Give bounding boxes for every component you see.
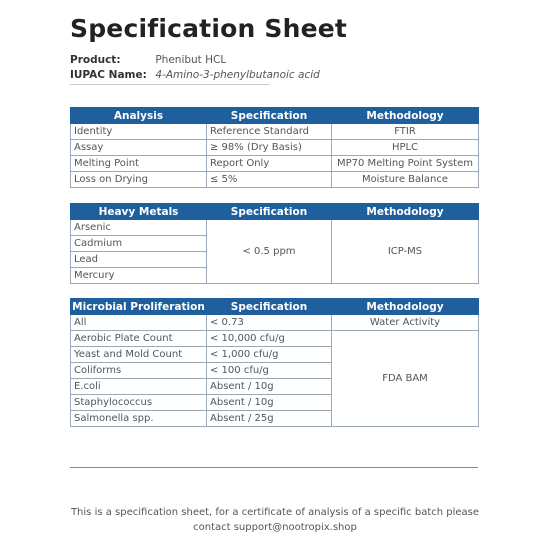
methodology-header: Methodology [332,204,479,220]
specification-cell: < 10,000 cfu/g [207,331,332,347]
methodology-cell: Moisture Balance [332,172,479,188]
heavy-metals-table [70,203,479,284]
iupac-value: 4-Amino-3-phenylbutanoic acid [155,69,320,81]
iupac-label: IUPAC Name: [70,69,147,81]
table-row [71,331,479,347]
methodology-cell: Water Activity [332,315,479,331]
table-row [71,140,479,156]
iupac-row [70,69,320,81]
microbial-header: Microbial Proliferation [72,300,205,313]
analysis-cell: Loss on Drying [71,172,207,188]
microbial-cell: Yeast and Mold Count [71,347,207,363]
heavy-metals-methodology: ICP-MS [332,220,479,284]
table-row [71,172,479,188]
product-label: Product: [70,54,121,66]
table-row [71,220,479,236]
meta-divider [70,84,270,85]
analysis-header-row [71,108,479,124]
analysis-cell: Assay [71,140,207,156]
heavy-metals-specification: < 0.5 ppm [207,220,332,284]
microbial-cell: Aerobic Plate Count [71,331,207,347]
microbial-cell: Staphylococcus [71,395,207,411]
methodology-header: Methodology [332,299,479,315]
metal-cell: Arsenic [71,220,207,236]
product-row [70,54,226,66]
table-row [71,156,479,172]
footer-divider [70,467,478,468]
methodology-header: Methodology [332,108,479,124]
microbial-cell: Coliforms [71,363,207,379]
specification-cell: Report Only [207,156,332,172]
metal-cell: Lead [71,252,207,268]
microbial-cell: E.coli [71,379,207,395]
analysis-header: Analysis [71,108,207,124]
specification-cell: ≥ 98% (Dry Basis) [207,140,332,156]
methodology-cell: HPLC [332,140,479,156]
specification-cell: < 100 cfu/g [207,363,332,379]
page-title: Specification Sheet [70,14,348,43]
metal-cell: Mercury [71,268,207,284]
metal-cell: Cadmium [71,236,207,252]
analysis-cell: Melting Point [71,156,207,172]
specification-cell: < 1,000 cfu/g [207,347,332,363]
microbial-cell: All [71,315,207,331]
heavy-metals-header: Heavy Metals [71,204,207,220]
specification-header: Specification [207,204,332,220]
specification-header: Specification [207,299,332,315]
table-row [71,315,479,331]
table-row [71,124,479,140]
specification-cell: Absent / 10g [207,395,332,411]
microbial-cell: Salmonella spp. [71,411,207,427]
microbial-table [70,298,479,427]
specification-cell: ≤ 5% [207,172,332,188]
footer-line-2: contact support@nootropix.shop [193,522,357,533]
footer-line-1: This is a specification sheet, for a certificate of analysis of a specific batch please [70,507,480,518]
microbial-header-row [71,299,479,315]
analysis-cell: Identity [71,124,207,140]
specification-header: Specification [207,108,332,124]
specification-cell: Absent / 10g [207,379,332,395]
methodology-cell: MP70 Melting Point System [332,156,479,172]
product-value: Phenibut HCL [155,54,227,66]
microbial-methodology: FDA BAM [332,331,479,427]
footer-note [40,505,510,535]
specification-cell: < 0.73 [207,315,332,331]
specification-cell: Reference Standard [207,124,332,140]
methodology-cell: FTIR [332,124,479,140]
analysis-table [70,107,479,188]
specification-cell: Absent / 25g [207,411,332,427]
heavy-metals-header-row [71,204,479,220]
